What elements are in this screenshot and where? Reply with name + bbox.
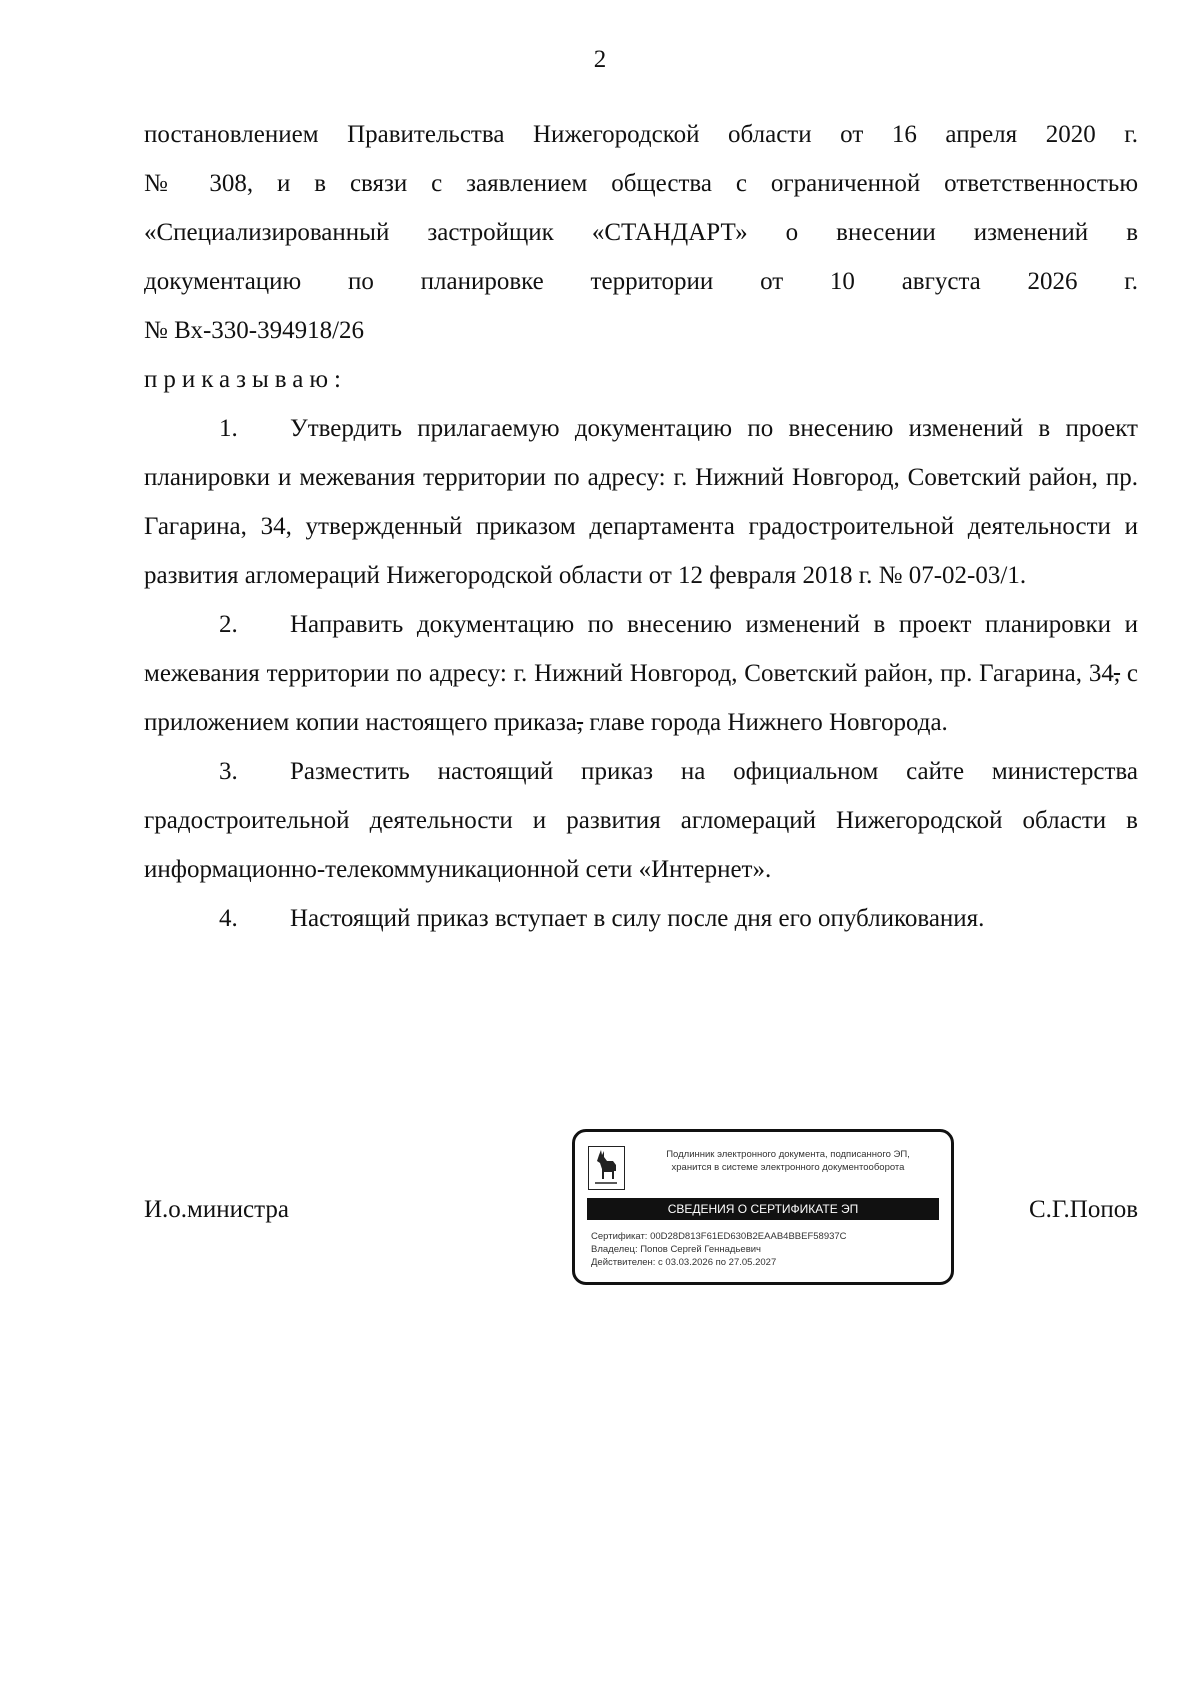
page-number: 2 — [593, 46, 607, 73]
certificate-details — [591, 1230, 847, 1269]
item-text: Настоящий приказ вступает в силу после дня его опубликования. — [290, 905, 985, 932]
item-text-part: главе города Нижнего Новгорода. — [583, 709, 948, 736]
stamp-note-line: хранится в системе электронного документооборота — [671, 1162, 905, 1173]
struck-comma: , — [576, 709, 584, 736]
struck-comma: , — [1113, 660, 1121, 687]
order-item-3 — [144, 747, 1138, 894]
order-item-2 — [144, 600, 1138, 747]
order-item-1 — [144, 404, 1138, 600]
deer-emblem-icon — [588, 1146, 625, 1190]
item-number: 3. — [219, 758, 238, 785]
signer-name: С.Г.Попов — [1028, 1196, 1138, 1223]
intro-line-4: документацию по планировке территории от 10 августа 2026 г. — [144, 268, 1138, 295]
item-text: Утвердить прилагаемую документацию по внесению изменений в проект планировки и межевания территории по адресу: г. Нижний Новгород, Советский район, пр. Гагарина, 34, утвержденный приказом департамента градостроительной деятельности и развития агломераций Нижегородской области от 12 февраля 2018 г. № 07-02-03/1. — [144, 415, 1138, 589]
order-word: приказываю: — [144, 366, 347, 393]
item-number: 4. — [219, 905, 238, 932]
order-item-4 — [144, 894, 1138, 943]
item-text-part: Направить документацию по внесению изменений в проект планировки и межевания территории по адресу: г. Нижний Новгород, Советский район, пр. Гагарина, 34 — [144, 611, 1138, 687]
item-text: Разместить настоящий приказ на официальном сайте министерства градостроительной деятельности и развития агломераций Нижегородской области в информационно-телекоммуникационной сети «Интернет». — [144, 758, 1138, 883]
item-number: 2. — [219, 611, 238, 638]
e-signature-stamp — [572, 1129, 954, 1285]
certificate-number: Сертификат: 00D28D813F61ED630B2EAAB4BBEF58937C — [591, 1231, 847, 1242]
item-text-part: с приложением копии настоящего приказа — [144, 660, 1138, 736]
item-number: 1. — [219, 415, 238, 442]
certificate-validity: Действителен: с 03.03.2026 по 27.05.2027 — [591, 1257, 777, 1268]
intro-line-5: № Вх-330-394918/26 — [144, 317, 365, 344]
certificate-owner: Владелец: Попов Сергей Геннадьевич — [591, 1244, 762, 1255]
intro-line-3: «Специализированный застройщик «СТАНДАРТ» о внесении изменений в — [144, 219, 1138, 246]
signer-position: И.о.министра — [144, 1196, 289, 1223]
stamp-header: СВЕДЕНИЯ О СЕРТИФИКАТЕ ЭП — [587, 1198, 939, 1220]
intro-line-1: постановлением Правительства Нижегородской области от 16 апреля 2020 г. — [144, 121, 1138, 148]
document-body — [144, 110, 1138, 943]
intro-line-2: № 308, и в связи с заявлением общества с ограниченной ответственностью — [144, 170, 1138, 197]
stamp-note — [635, 1148, 941, 1174]
stamp-note-line: Подлинник электронного документа, подписанного ЭП, — [666, 1149, 910, 1160]
